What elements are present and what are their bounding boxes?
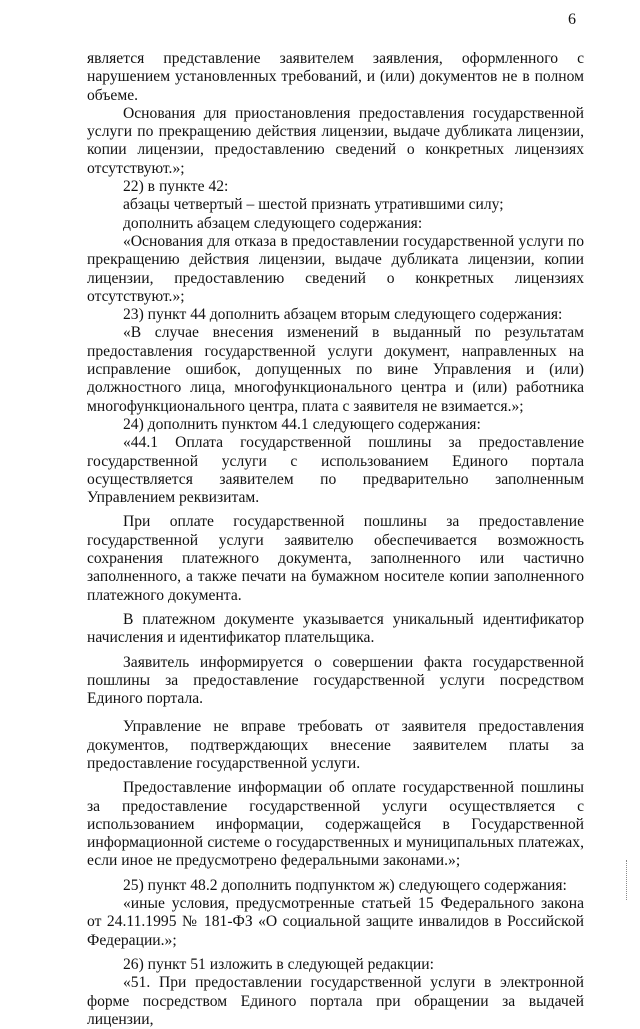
- paragraph: дополнить абзацем следующего содержания:: [123, 214, 423, 232]
- paragraph: «51. При предоставлении государственной услуги в электронной форме посредством Единого портала при обращении за выдачей лицензии,: [87, 974, 584, 1028]
- paragraph: «Основания для отказа в предоставлении государственной услуги по прекращению действия лицензии, выдаче дубликата лицензии, копии лицензии, предоставлению сведений о конкретных лицензиях отсутствуют.»;: [87, 232, 584, 305]
- paragraph: 25) пункт 48.2 дополнить подпунктом ж) следующего содержания:: [123, 876, 567, 894]
- paragraph: 24) дополнить пунктом 44.1 следующего содержания:: [123, 415, 481, 433]
- paragraph: является представление заявителем заявления, оформленного с нарушением установленных требований, и (или) документов не в полном объеме.: [87, 50, 584, 104]
- paragraph: 26) пункт 51 изложить в следующей редакции:: [123, 955, 434, 973]
- margin-mark: [626, 860, 629, 900]
- paragraph: «иные условия, предусмотренные статьей 15 Федерального закона от 24.11.1995 № 181-ФЗ «О социальной защите инвалидов в Российской Федерации.»;: [87, 895, 584, 949]
- paragraph: Управление не вправе требовать от заявителя предоставления документов, подтверждающих внесение заявителем платы за предоставление государственной услуги.: [87, 718, 584, 772]
- paragraph: В платежном документе указывается уникальный идентификатор начисления и идентификатор плательщика.: [87, 610, 584, 647]
- paragraph: 23) пункт 44 дополнить абзацем вторым следующего содержания:: [123, 306, 563, 324]
- paragraph: Предоставление информации об оплате государственной пошлины за предоставление государственной услуги осуществляется с использованием информации, содержащейся в Государственной информационной системе о государственных и муниципальных платежах, если иное не предусмотрено федеральными законами.»;: [87, 779, 584, 870]
- paragraph: «44.1 Оплата государственной пошлины за предоставление государственной услуги с использованием Единого портала осуществляется заявителем по предварительно заполненным Управлением реквизитам.: [87, 434, 584, 507]
- paragraph: «В случае внесения изменений в выданный по результатам предоставления государственной услуги документ, направленных на исправление ошибок, допущенных по вине Управления и (или) должностного лица, многофункционального центра и (или) работника многофункционального центра, плата с заявителя не взимается.»;: [87, 324, 584, 415]
- paragraph: При оплате государственной пошлины за предоставление государственной услуги заявителю обеспечивается возможность сохранения платежного документа, заполненного или частично заполненного, а также печати на бумажном носителе копии заполненного платежного документа.: [87, 513, 584, 604]
- paragraph: 22) в пункте 42:: [123, 178, 229, 196]
- paragraph: Заявитель информируется о совершении факта государственной пошлины за предоставление государственной услуги посредством Единого портала.: [87, 653, 584, 708]
- paragraph: Основания для приостановления предоставления государственной услуги по прекращению действия лицензии, выдаче дубликата лицензии, копии лицензии, предоставлению сведений о конкретных лицензиях отсутствуют.»;: [87, 104, 584, 177]
- page-number: 6: [568, 11, 576, 28]
- paragraph: абзацы четвертый – шестой признать утратившими силу;: [123, 196, 504, 214]
- document-body: [87, 50, 584, 1029]
